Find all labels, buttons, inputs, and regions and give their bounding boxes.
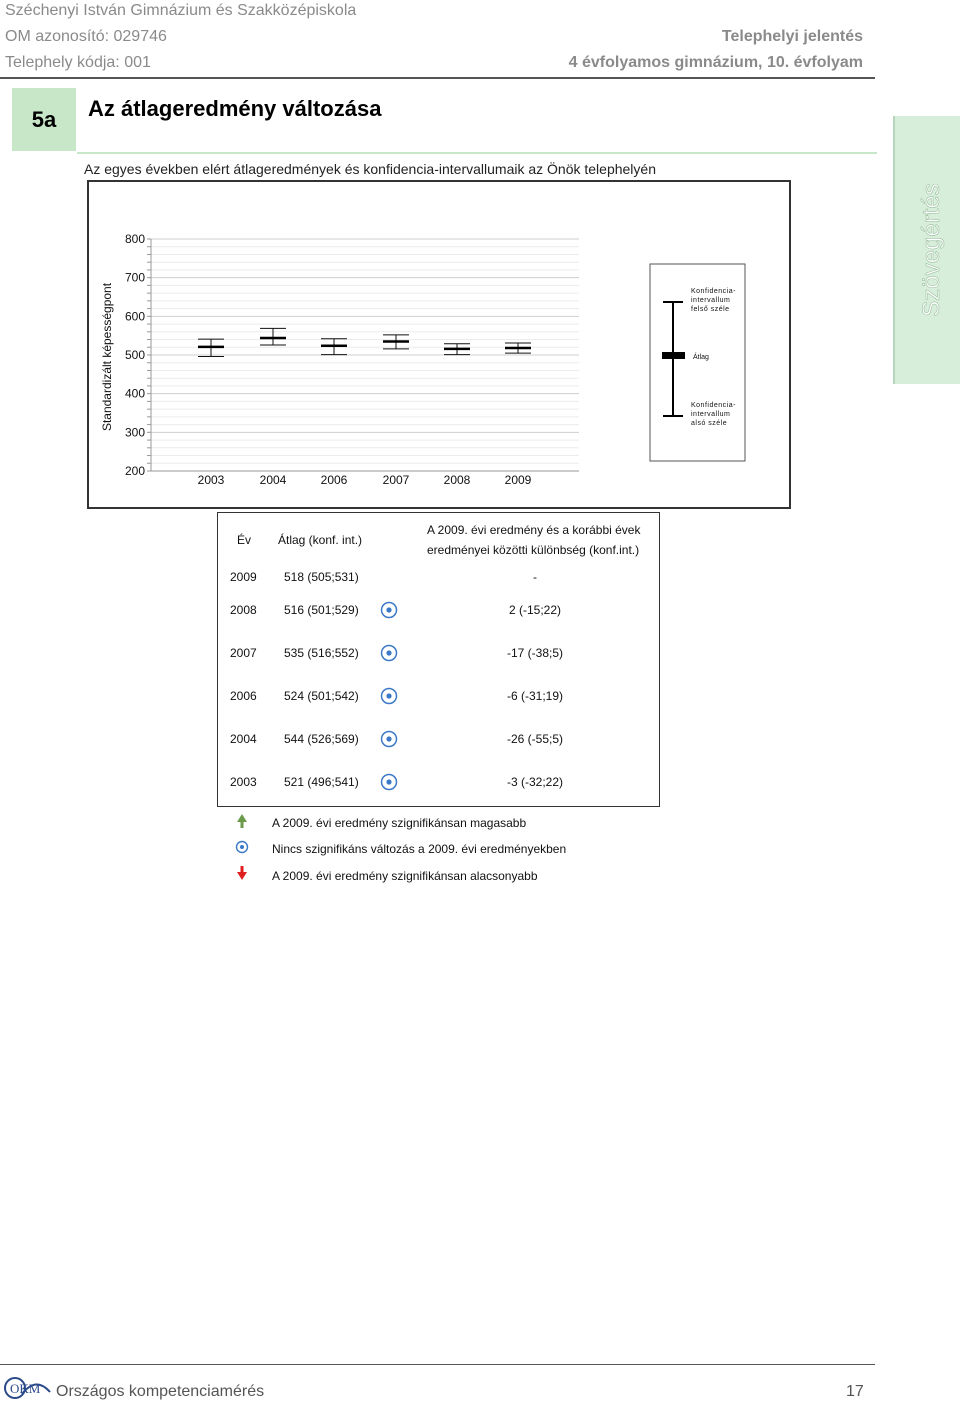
header-diff-line2: eredményei közötti különbség (konf.int.)	[427, 543, 640, 557]
legend-lower: A 2009. évi eredmény szignifikánsan alacsonyabb	[272, 869, 538, 883]
section-divider	[77, 152, 877, 154]
no-change-icon	[234, 839, 250, 855]
arrow-down-icon	[233, 864, 251, 882]
chart-grid	[151, 239, 579, 471]
y-tick-label: 300	[124, 425, 145, 440]
footer-text: Országos kompetenciamérés	[56, 1383, 265, 1400]
row-mean: 524 (501;542)	[284, 689, 359, 703]
grade-info: 4 évfolyamos gimnázium, 10. évfolyam	[568, 54, 863, 71]
row-diff: 2 (-15;22)	[508, 603, 562, 617]
chart-svg	[89, 182, 789, 507]
side-tab	[893, 116, 960, 384]
y-tick-label: 800	[124, 232, 145, 246]
row-diff: -26 (-55;5)	[506, 732, 564, 746]
row-mean: 518 (505;531)	[284, 570, 359, 584]
school-name: Széchenyi István Gimnázium és Szakközépiskola	[5, 2, 357, 19]
side-tab-label-svg	[895, 116, 960, 384]
x-axis	[151, 471, 579, 487]
row-diff: -	[533, 570, 537, 584]
x-tick-label: 2009	[504, 473, 532, 487]
row-year: 2009	[230, 570, 257, 584]
header-divider	[0, 77, 875, 79]
okm-logo	[2, 1372, 52, 1406]
x-tick-label: 2008	[443, 473, 471, 487]
header-diff-line1: A 2009. évi eredmény és a korábbi évek	[427, 523, 641, 537]
no-change-icon	[379, 600, 399, 620]
no-change-icon	[379, 643, 399, 663]
legend-upper-fo	[691, 287, 745, 317]
chart-subtitle: Az egyes években elért átlageredmények és konfidencia-intervallumaik az Önök telephelyén	[84, 161, 656, 177]
row-year: 2004	[230, 732, 257, 746]
header-mean: Átlag (konf. int.)	[278, 533, 363, 547]
header-year: Év	[237, 533, 252, 547]
row-mean: 535 (516;552)	[284, 646, 359, 660]
row-year: 2003	[230, 775, 257, 789]
row-year: 2007	[230, 646, 257, 660]
side-tab-label: Szövegértés	[918, 183, 945, 317]
chart-frame	[87, 180, 791, 509]
y-tick-label: 400	[124, 386, 145, 401]
row-mean: 521 (496;541)	[284, 775, 359, 789]
legend-lower-fo	[691, 401, 745, 431]
y-tick-label: 700	[124, 270, 145, 285]
section-title: Az átlageredmény változása	[88, 96, 382, 121]
page-number: 17	[846, 1383, 864, 1400]
x-tick-label: 2007	[382, 473, 410, 487]
no-change-icon	[379, 772, 399, 792]
row-diff: -17 (-38;5)	[506, 646, 564, 660]
report-type: Telephelyi jelentés	[721, 28, 863, 45]
no-change-icon	[379, 686, 399, 706]
legend-higher: A 2009. évi eredmény szignifikánsan magasabb	[272, 816, 527, 830]
x-tick-label: 2003	[197, 473, 225, 487]
y-tick-label: 600	[124, 309, 145, 324]
section-number: 5a	[12, 88, 76, 151]
y-axis-label: Standardizált képességpont	[100, 282, 114, 432]
x-tick-label: 2004	[259, 473, 287, 487]
results-table	[217, 512, 660, 807]
row-diff: -6 (-31;19)	[506, 689, 564, 703]
site-code: Telephely kódja: 001	[5, 54, 151, 71]
legend-mean-text: Átlag	[693, 354, 709, 361]
logo-text: OKM	[10, 1381, 41, 1396]
om-id: OM azonosító: 029746	[5, 28, 167, 45]
row-mean: 544 (526;569)	[284, 732, 359, 746]
chart-marks	[198, 328, 531, 356]
chart-legend-box	[650, 264, 745, 461]
row-year: 2006	[230, 689, 257, 703]
legend-mean-bar	[662, 352, 685, 359]
arrow-up-icon	[233, 812, 251, 830]
row-diff: -3 (-32;22)	[506, 775, 564, 789]
y-axis	[125, 232, 151, 478]
legend-nochange: Nincs szignifikáns változás a 2009. évi eredményekben	[272, 842, 567, 856]
row-mean: 516 (501;529)	[284, 603, 359, 617]
y-tick-label: 200	[124, 464, 145, 478]
legend-upper-text: Konfidencia-intervallum felső széle	[691, 288, 736, 313]
legend-lower-text: Konfidencia-intervallum alsó széle	[691, 402, 736, 427]
x-tick-label: 2006	[320, 473, 348, 487]
footer-divider	[0, 1364, 875, 1365]
row-year: 2008	[230, 603, 257, 617]
y-tick-label: 500	[124, 348, 145, 362]
no-change-icon	[379, 729, 399, 749]
